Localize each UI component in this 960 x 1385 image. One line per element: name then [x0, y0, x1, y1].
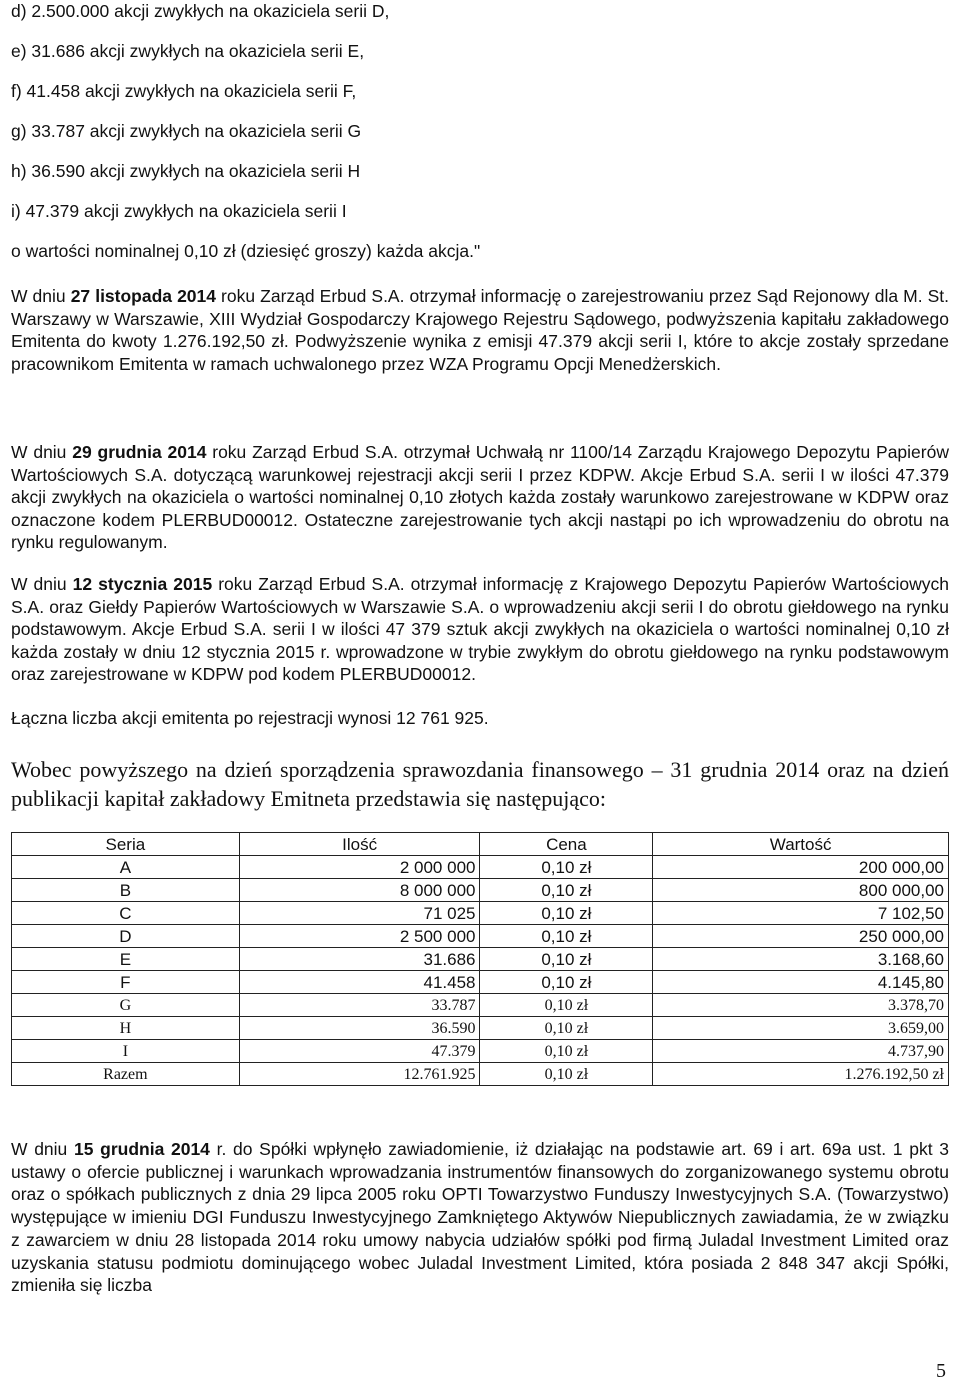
capital-summary: Wobec powyższego na dzień sporządzenia sprawozdania finansowego – 31 grudnia 2014 oraz na dzień publikacji kapitał zakładowy Emitneta przedstawia się następująco: [11, 757, 949, 811]
table-total-row: Razem 12.761.925 0,10 zł 1.276.192,50 zł [12, 1063, 949, 1086]
header-cell: Ilość [239, 833, 480, 856]
date-highlight: 12 stycznia 2015 [72, 574, 213, 594]
list-item: e) 31.686 akcji zwykłych na okaziciela serii E, [11, 41, 365, 61]
paragraph-registration: W dniu 27 listopada 2014 roku Zarząd Erbud S.A. otrzymał informację o zarejestrowaniu przez Sąd Rejonowy dla M. St. Warszawy w Warszawie, XIII Wydział Gospodarczy Krajowego Rejestru Sądowego, podwyższenia kapitału zakładowego Emitenta do kwoty 1.276.192,50 zł. Podwyższenie wynika z emisji 47.379 akcji serii I, które to akcje zostały sprzedane pracownikom Emitenta w ramach uchwalonego przez WZA Programu Opcji Menedżerskich. [11, 286, 950, 374]
table-row: C 71 025 0,10 zł 7 102,50 [12, 902, 949, 925]
table-row: F 41.458 0,10 zł 4.145,80 [12, 971, 949, 994]
header-cell: Seria [12, 833, 240, 856]
table-row: B 8 000 000 0,10 zł 800 000,00 [12, 879, 949, 902]
table-header-row [12, 833, 949, 856]
list-item: o wartości nominalnej 0,10 zł (dziesięć groszy) każda akcja." [11, 241, 481, 261]
table-row: H 36.590 0,10 zł 3.659,00 [12, 1017, 949, 1040]
header-cell: Cena [480, 833, 653, 856]
list-item: i) 47.379 akcji zwykłych na okaziciela serii I [11, 201, 347, 221]
list-item: f) 41.458 akcji zwykłych na okaziciela serii F, [11, 81, 357, 101]
table-row: A 2 000 000 0,10 zł 200 000,00 [12, 856, 949, 879]
table-row: G 33.787 0,10 zł 3.378,70 [12, 994, 949, 1017]
page-number: 5 [936, 1360, 946, 1382]
paragraph-kdpw-resolution: W dniu 29 grudnia 2014 roku Zarząd Erbud S.A. otrzymał Uchwałą nr 1100/14 Zarządu Krajowego Depozytu Papierów Wartościowych S.A. dotyczącą warunkowej rejestracji akcji serii I przez KDPW. Akcje Erbud S.A. serii I w ilości 47.379 akcji zwykłych na okaziciela o wartości nominalnej 0,10 złotych każda zostały warunkowo zarejestrowane w KDPW oraz oznaczone kodem PLERBUD00012. Ostateczne zarejestrowanie tych akcji nastąpi po ich wprowadzeniu do obrotu na rynku regulowanym. [11, 442, 949, 552]
date-highlight: 27 listopada 2014 [70, 286, 217, 306]
header-cell: Wartość [653, 833, 949, 856]
date-highlight: 29 grudnia 2014 [72, 442, 207, 462]
list-item: g) 33.787 akcji zwykłych na okaziciela serii G [11, 121, 362, 141]
list-item: d) 2.500.000 akcji zwykłych na okaziciela serii D, [11, 1, 390, 21]
list-item: h) 36.590 akcji zwykłych na okaziciela serii H [11, 161, 361, 181]
total-shares-line: Łączna liczba akcji emitenta po rejestracji wynosi 12 761 925. [11, 708, 489, 728]
table-row: E 31.686 0,10 zł 3.168,60 [12, 948, 949, 971]
share-capital-table [11, 832, 949, 1086]
paragraph-notification: W dniu 15 grudnia 2014 r. do Spółki wpłynęło zawiadomienie, iż działając na podstawie art. 69 i art. 69a ust. 1 pkt 3 ustawy o ofercie publicznej i warunkach wprowadzania instrumentów finansowych do zorganizowanego systemu obrotu oraz o spółkach publicznych z dnia 29 lipca 2005 roku OPTI Towarzystwo Funduszy Inwestycyjnych S.A. (Towarzystwo) występujące w imieniu DGI Funduszu Inwestycyjnego Zamkniętego Aktywów Niepublicznych zawiadamia, że w związku z zawarciem w dniu 28 listopada 2014 roku umowy nabycia udziałów spółki pod firmą Juladal Investment Limited oraz uzyskania statusu podmiotu dominującego wobec Juladal Investment Limited, która posiada 2 848 347 akcji Spółki, zmieniła się liczba [11, 1139, 949, 1296]
table-row: D 2 500 000 0,10 zł 250 000,00 [12, 925, 949, 948]
date-highlight: 15 grudnia 2014 [73, 1139, 210, 1159]
table-row: I 47.379 0,10 zł 4.737,90 [12, 1040, 949, 1063]
paragraph-market-introduction: W dniu 12 stycznia 2015 roku Zarząd Erbud S.A. otrzymał informację z Krajowego Depozytu Papierów Wartościowych S.A. oraz Giełdy Papierów Wartościowych w Warszawie S.A. o wprowadzeniu akcji serii I do obrotu giełdowego na rynku podstawowym. Akcje Erbud S.A. serii I w ilości 47 379 sztuk akcji zwykłych na okaziciela o wartości nominalnej 0,10 zł każda zostały w dniu 12 stycznia 2015 r. wprowadzone w trybie zwykłym do obrotu giełdowego na rynku podstawowym oraz zarejestrowane w KDPW pod kodem PLERBUD00012. [11, 574, 950, 684]
